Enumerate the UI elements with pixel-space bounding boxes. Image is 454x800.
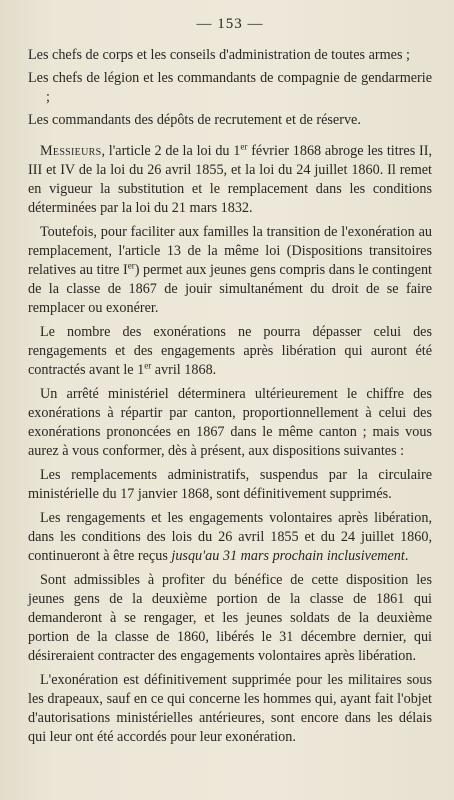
superscript: er: [144, 360, 152, 371]
paragraph-abrogation: [28, 142, 432, 218]
superscript: er: [127, 260, 135, 271]
salutation: Messieurs: [40, 143, 102, 159]
paragraph-limit: [28, 323, 432, 380]
paragraph-exoneration: L'exonération est définitivement supprimée pour les militaires sous les drapeaux, sauf en ce qui concerne les hommes qui, ayant fait l'objet d'autorisations ministérielles antérieures, sont encore dans les délais qui leur ont été accordés pour leur exonération.: [28, 672, 432, 745]
paragraph-admissibles: Sont admissibles à profiter du bénéfice de cette disposition les jeunes gens de la deuxième portion de la classe de 1861 qui demanderont à se rengager, et les jeunes soldats de la deuxième portion de la classe de 1860, libérés le 31 décembre dernier, qui désireraient contracter des engagements volontaires après libération.: [28, 572, 432, 664]
paragraph-text: février 1868 abroge les titres II, III et IV de la loi du 26 avril 1855, et la loi du 24 juillet 1860. Il remet en vigueur la substitution et le remplacement dans les conditions déterminées par la loi du 21 mars 1832.: [28, 143, 433, 216]
recipient-item: Les chefs de corps et les conseils d'administration de toutes armes ;: [28, 47, 410, 63]
recipient-item: Les chefs de légion et les commandants de compagnie de gendarmerie ;: [28, 70, 432, 105]
paragraph-text: Toutefois, pour faciliter aux familles la transition de l'exonération au remplacement, l'article 13 de la même loi (Dispositions transitoires relatives au titre I: [28, 224, 432, 278]
paragraph-text: avril 1868.: [151, 362, 217, 378]
circular-body: [28, 142, 432, 747]
page-number: — 153 —: [196, 16, 264, 32]
paragraph-text: ) permet aux jeunes gens compris dans le contingent de la classe de 1867 de jouir simultanément du droit de se faire remplacer ou exonérer.: [28, 262, 432, 316]
recipient-item: Les commandants des dépôts de recrutement et de réserve.: [28, 112, 361, 128]
paragraph-arrete: Un arrêté ministériel déterminera ultérieurement le chiffre des exonérations à répartir par canton, proportionnellement à celui des exonérations prononcées en 1867 dans le même canton ; mais vous aurez à vous conformer, dès à présent, aux dispositions suivantes :: [28, 386, 432, 459]
paragraph-text: Les rengagements et les engagements volontaires après libération, dans les conditions des lois du 26 avril 1855 et du 24 juillet 1860, continueront à être reçus: [28, 510, 432, 564]
emphasis-text: jusqu'au 31 mars prochain inclusivement: [171, 548, 405, 564]
paragraph-text: Le nombre des exonérations ne pourra dépasser celui des rengagements et des engagements après libération qui auront été contractés avant le 1: [28, 324, 432, 378]
superscript: er: [240, 141, 248, 152]
paragraph-text: , l'article 2 de la loi du 1: [101, 143, 241, 159]
paragraph-remplacements: Les remplacements administratifs, suspendus par la circulaire ministérielle du 17 janvier 1868, sont définitivement supprimés.: [28, 467, 432, 502]
recipient-list: [28, 46, 432, 130]
paragraph-transition: [28, 223, 432, 318]
paragraph-rengagements: [28, 509, 432, 566]
paragraph-text: .: [404, 548, 409, 564]
